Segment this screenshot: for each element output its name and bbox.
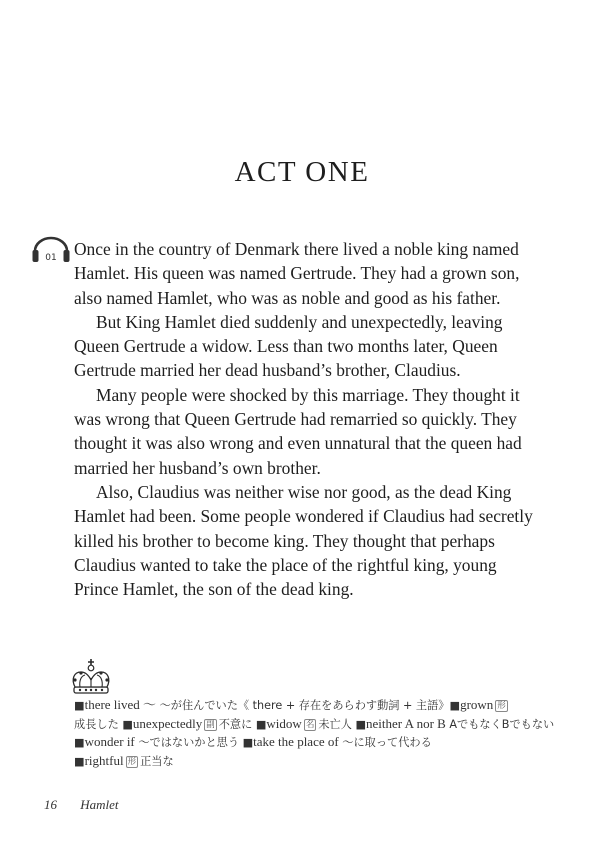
glossary-term: wonder if xyxy=(84,734,135,749)
glossary-line xyxy=(74,696,542,715)
glossary-term: rightful xyxy=(84,752,124,768)
glossary-line xyxy=(74,715,555,734)
text-line: Gertrude married her dead husband’s brother, Claudius. xyxy=(74,360,461,381)
entry-marker: ■ xyxy=(74,699,85,712)
glossary-entry xyxy=(74,736,243,749)
audio-track-number: 01 xyxy=(45,253,57,263)
entry-marker: ■ xyxy=(122,717,133,731)
glossary-term: widow xyxy=(266,715,302,731)
chapter-title: ACT ONE xyxy=(234,156,370,188)
text-line: Prince Hamlet, the son of the dead king. xyxy=(74,579,354,600)
glossary-term: unexpectedly xyxy=(132,715,203,731)
glossary-entry xyxy=(450,699,510,712)
glossary-meaning: ～ではないかと思う xyxy=(134,736,243,749)
entry-marker: ■ xyxy=(255,717,267,731)
entry-marker: ■ xyxy=(355,717,367,731)
text-line: But King Hamlet died suddenly and unexpectedly, leaving xyxy=(96,311,503,332)
text-line: Also, Claudius was neither wise nor good, as the dead King xyxy=(96,481,512,502)
glossary-line xyxy=(74,733,542,752)
story-text xyxy=(74,237,536,601)
vocabulary-glossary xyxy=(74,696,555,770)
crown-icon xyxy=(66,656,116,696)
glossary-entry xyxy=(74,699,450,712)
glossary-term: take the place of xyxy=(253,734,339,749)
glossary-entry xyxy=(74,752,174,768)
part-of-speech-badge: 副 xyxy=(206,719,215,730)
glossary-term: neither A nor B xyxy=(366,715,446,731)
glossary-entry xyxy=(243,736,432,749)
text-line: Once in the country of Denmark there lived a noble king named xyxy=(74,239,519,259)
page-footer xyxy=(44,797,119,813)
text-line: killed his brother to become king. They thought that perhaps xyxy=(74,530,495,551)
glossary-meaning: 不意に xyxy=(218,717,256,731)
glossary-entry xyxy=(122,715,256,731)
glossary-entry xyxy=(255,715,356,731)
glossary-meaning: ～が住んでいた《 there + 存在をあらわす動詞 + 主語》 xyxy=(156,699,450,712)
entry-marker: ■ xyxy=(74,736,85,749)
text-line: married her husband’s own brother. xyxy=(74,457,321,478)
entry-marker: ■ xyxy=(449,699,461,712)
text-line: also named Hamlet, who was as noble and good as his father. xyxy=(74,287,501,308)
glossary-entry xyxy=(355,715,555,731)
page-number: 16 xyxy=(44,797,57,812)
glossary-meaning: 成長した xyxy=(74,717,123,731)
glossary-meaning: 正当な xyxy=(140,754,174,768)
text-line: Queen Gertrude a widow. Less than two months later, Queen xyxy=(74,336,498,357)
glossary-term: grown xyxy=(460,697,494,712)
headphones-icon[interactable] xyxy=(31,234,71,264)
text-line: Hamlet. His queen was named Gertrude. They had a grown son, xyxy=(74,263,520,284)
glossary-meaning: 未亡人 xyxy=(318,717,356,731)
part-of-speech-badge: 名 xyxy=(305,719,315,730)
entry-marker: ■ xyxy=(74,754,85,768)
text-line: Many people were shocked by this marriage. They thought it xyxy=(96,384,520,405)
text-line: was wrong that Queen Gertrude had remarried so quickly. They xyxy=(74,409,517,430)
part-of-speech-badge: 形 xyxy=(497,701,506,711)
glossary-entry xyxy=(74,718,122,731)
text-line: thought it was also wrong and even unnatural that the queen had xyxy=(74,433,522,454)
text-line: Hamlet had been. Some people wondered if Claudius had secretly xyxy=(74,506,533,527)
text-line: Claudius wanted to take the place of the rightful king, young xyxy=(74,554,497,575)
glossary-meaning: AでもなくBでもない xyxy=(445,717,555,731)
glossary-line xyxy=(74,752,542,771)
entry-marker: ■ xyxy=(242,736,254,749)
running-title: Hamlet xyxy=(80,797,119,812)
part-of-speech-badge: 形 xyxy=(127,756,137,767)
glossary-meaning: ～に取って代わる xyxy=(338,736,432,749)
glossary-term: there lived ～ xyxy=(84,697,157,712)
